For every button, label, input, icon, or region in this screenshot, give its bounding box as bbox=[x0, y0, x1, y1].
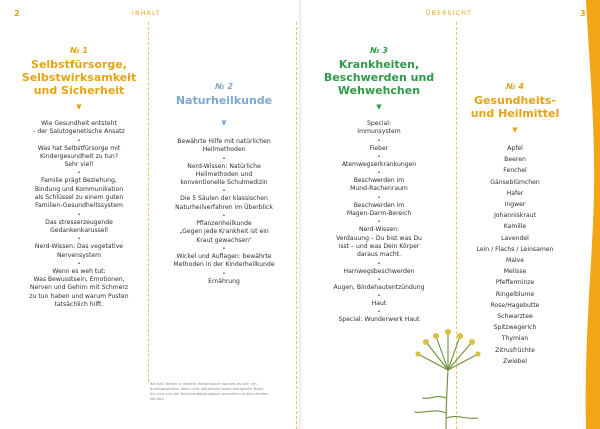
list-item: Kamille bbox=[503, 223, 527, 231]
list-item: Das stresserzeugende bbox=[45, 218, 113, 226]
list-item: Special: Wunderwerk Haut bbox=[338, 316, 420, 324]
list-item: Beschwerden im bbox=[353, 177, 405, 185]
dill-plant-illustration bbox=[406, 318, 486, 429]
list-item: Nervensystem bbox=[56, 251, 102, 259]
list-item: als Schlüssel zu einem guten bbox=[34, 194, 124, 202]
bullet-separator: • bbox=[377, 219, 381, 226]
list-item: Mund-Rachenraum bbox=[350, 185, 408, 193]
list-item: Beschwerden im bbox=[353, 201, 405, 209]
list-item: Pflanzenheilkunde bbox=[196, 220, 252, 228]
column-divider bbox=[148, 22, 149, 382]
list-item: Was hat Selbstfürsorge mit bbox=[37, 144, 121, 152]
chapter-toc-list bbox=[156, 138, 292, 286]
chapter-title: Naturheilkunde bbox=[175, 94, 273, 107]
list-item: Nerd-Wissen: Das vegetative bbox=[34, 243, 124, 251]
chevron-down-icon: ▼ bbox=[512, 126, 518, 134]
list-item: Fieber bbox=[369, 144, 389, 152]
list-item: Zwiebel bbox=[503, 357, 527, 365]
list-item: Melisse bbox=[503, 268, 527, 276]
list-item: Zitrusfrüchte bbox=[495, 346, 535, 354]
chapter-3 bbox=[306, 46, 452, 325]
bullet-separator: • bbox=[77, 260, 81, 267]
list-item: Lavendel bbox=[501, 234, 529, 242]
list-item: zu tun haben und warum Pusten bbox=[29, 292, 129, 300]
bullet-separator: • bbox=[77, 170, 81, 177]
list-item: Harnwegsbeschwerden bbox=[343, 267, 415, 275]
bullet-separator: • bbox=[77, 211, 81, 218]
list-item: Schwarztee bbox=[497, 313, 533, 321]
list-item: Nerd-Wissen: bbox=[358, 226, 400, 234]
list-item: Wie Gesundheit entsteht bbox=[41, 120, 117, 127]
list-item: Ringelblume bbox=[495, 290, 535, 298]
list-item: Pfefferminze bbox=[495, 279, 535, 287]
bullet-separator: • bbox=[77, 137, 81, 144]
chapter-number: № 4 bbox=[506, 82, 524, 91]
footnote: Bei den Texten in diesem Reisemuster handelt es sich um durchgesehene, aber nicht lektorierte sowie korrigierte Texte, die sich von der Buchhandelsausgabe wesentlich unterscheiden können. bbox=[150, 382, 269, 401]
list-item: Methoden in der Kinderheilkunde bbox=[173, 261, 275, 269]
bullet-separator: • bbox=[77, 236, 81, 243]
orange-swoosh-decoration bbox=[570, 0, 600, 429]
list-item: Wenn es weh tut: bbox=[52, 267, 106, 275]
list-item: Atemwegserkrankungen bbox=[341, 160, 417, 168]
chapter-toc-list bbox=[306, 120, 452, 325]
bullet-separator: • bbox=[377, 137, 381, 144]
chapter-toc-list bbox=[14, 120, 144, 309]
list-item: Spitzwegerich bbox=[493, 324, 537, 332]
list-item: konventionelle Schulmedizin bbox=[180, 179, 268, 187]
list-item: Was Bewusstsein, Emotionen, bbox=[33, 276, 125, 284]
list-item: „Gegen jede Krankheit ist ein bbox=[179, 228, 269, 236]
list-item: Lein / Flachs / Leinsamen bbox=[476, 245, 554, 253]
list-item: Fenchel bbox=[503, 167, 527, 175]
bullet-separator: • bbox=[222, 155, 226, 162]
chevron-down-icon: ▼ bbox=[221, 119, 227, 127]
chapter-2 bbox=[156, 82, 292, 286]
list-item: Kindergesundheit zu tun? bbox=[40, 152, 118, 160]
list-item: Bindung und Kommunikation bbox=[34, 185, 124, 193]
chevron-down-icon: ▼ bbox=[376, 103, 382, 111]
list-item: Heilmethoden bbox=[202, 146, 246, 154]
list-item: Immunsystem bbox=[357, 128, 401, 136]
chapter-number: № 3 bbox=[370, 46, 388, 55]
page-number-right: 3 bbox=[580, 9, 586, 18]
list-item: Naturheilverfahren im Überblick bbox=[175, 203, 273, 211]
list-item: Ernährung bbox=[208, 277, 240, 285]
bullet-separator: • bbox=[377, 293, 381, 300]
list-item: Familie prägt Beziehung, bbox=[41, 177, 117, 185]
list-item: Die 5 Säulen der klassischen bbox=[180, 195, 268, 203]
bullet-separator: • bbox=[377, 276, 381, 283]
chapter-title: Gesundheits- und Heilmittel bbox=[470, 94, 560, 120]
list-item: Magen-Darm-Bereich bbox=[346, 210, 412, 218]
list-item: Special: bbox=[366, 120, 391, 127]
list-item: Sehr viel! bbox=[64, 161, 94, 169]
column-divider bbox=[296, 22, 297, 429]
list-item: Verdauung – Du bist was Du bbox=[336, 234, 422, 242]
list-item: daraus macht. bbox=[356, 251, 402, 259]
bullet-separator: • bbox=[377, 153, 381, 160]
bullet-separator: • bbox=[222, 245, 226, 252]
list-item: Nerven und Gehirn mit Schmerz bbox=[29, 284, 129, 292]
chapter-1 bbox=[14, 46, 144, 309]
chapter-number: № 1 bbox=[70, 46, 88, 55]
chapter-title: Selbstfürsorge, Selbstwirksamkeit und Sicherheit bbox=[21, 58, 137, 97]
list-item: Kraut gewachsen" bbox=[196, 236, 252, 244]
chapter-number: № 2 bbox=[215, 82, 233, 91]
list-item: Haut bbox=[371, 300, 387, 308]
list-item: Wickel und Auflagen: bewährte bbox=[176, 252, 272, 260]
list-item: Gedankenkarussell bbox=[50, 226, 108, 234]
list-item: - der Salutogenetische Ansatz bbox=[33, 128, 125, 136]
list-item: Familien-Gesundheitssystem bbox=[35, 202, 123, 210]
bullet-separator: • bbox=[377, 170, 381, 177]
bullet-separator: • bbox=[377, 194, 381, 201]
list-item: Apfel bbox=[507, 145, 523, 152]
list-item: Augen, Bindehautentzündung bbox=[333, 283, 425, 291]
list-item: Hafer bbox=[506, 189, 524, 197]
list-item: Rose/Hagebutte bbox=[490, 301, 540, 309]
bullet-separator: • bbox=[222, 213, 226, 220]
list-item: Malve bbox=[505, 257, 525, 265]
page-header-uebersicht: ÜBERSICHT bbox=[426, 10, 473, 17]
bullet-separator: • bbox=[377, 260, 381, 267]
list-item: Ingwer bbox=[504, 201, 526, 209]
list-item: Nerd-Wissen: Natürliche bbox=[187, 162, 261, 170]
bullet-separator: • bbox=[377, 309, 381, 316]
list-item: Bewährte Hilfe mit natürlichen bbox=[177, 138, 271, 145]
bullet-separator: • bbox=[222, 188, 226, 195]
list-item: tatsächlich hilft. bbox=[54, 301, 104, 309]
chapter-title: Krankheiten, Beschwerden und Wehwehchen bbox=[323, 58, 435, 97]
list-item: Heilmethoden und bbox=[195, 170, 253, 178]
list-item: Thymian bbox=[501, 335, 529, 343]
page-header-inhalt: INHALT bbox=[132, 10, 161, 17]
list-item: Beeren bbox=[504, 156, 526, 164]
chevron-down-icon: ▼ bbox=[76, 103, 82, 111]
list-item: isst – und was Dein Körper bbox=[338, 242, 420, 250]
page-number-left: 2 bbox=[14, 9, 20, 18]
bullet-separator: • bbox=[222, 270, 226, 277]
list-item: Gänseblümchen bbox=[490, 178, 540, 186]
list-item: Johanniskraut bbox=[494, 212, 536, 220]
